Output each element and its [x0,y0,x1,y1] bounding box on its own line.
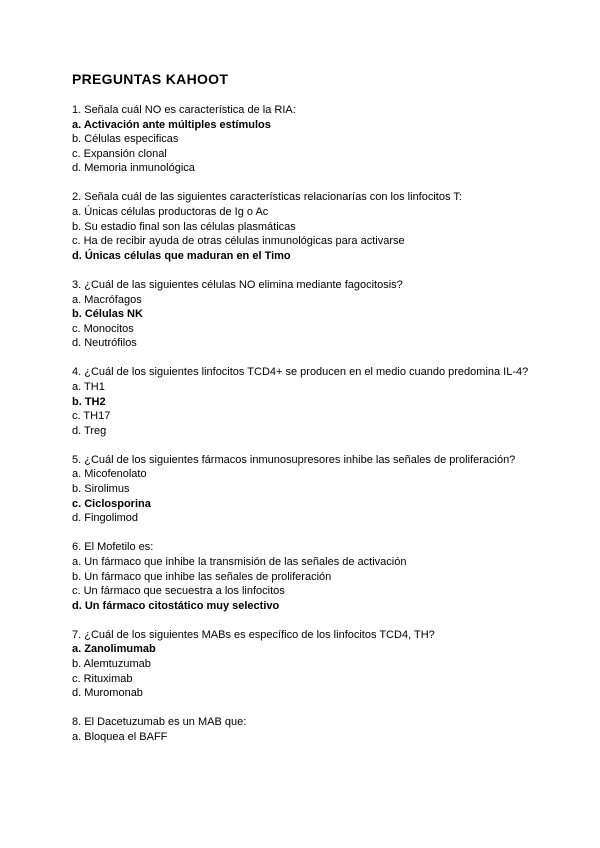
question-text: 8. El Dacetuzumab es un MAB que: [72,716,247,729]
answer-option: a. Únicas células productoras de Ig o Ac [72,206,269,219]
answer-option: b. Un fármaco que inhibe las señales de proliferación [72,570,332,583]
answer-option: d. Muromonab [72,687,143,700]
question-block [72,628,542,701]
question-block [72,365,542,438]
question-block [72,278,542,351]
question-text: 7. ¿Cuál de los siguientes MABs es específico de los linfocitos TCD4, TH? [72,628,435,641]
answer-option: c. Expansión clonal [72,147,167,160]
answer-option-correct: d. Un fármaco citostático muy selectivo [72,599,280,612]
answer-option: c. Ha de recibir ayuda de otras células inmunológicas para activarse [72,235,405,248]
question-block [72,453,542,526]
answer-option: c. Monocitos [72,322,134,335]
answer-option: a. Un fármaco que inhibe la transmisión de las señales de activación [72,555,407,568]
question-text: 6. El Mofetilo es: [72,541,154,554]
document-page [72,70,542,759]
answer-option-correct: a. Zanolimumab [72,643,156,656]
answer-option: c. TH17 [72,410,111,423]
question-block [72,540,542,613]
answer-option: d. Treg [72,424,107,437]
question-block [72,715,542,744]
question-list [72,103,542,744]
answer-option: d. Neutrófilos [72,337,137,350]
answer-option-correct: d. Únicas células que maduran en el Timo [72,249,291,262]
answer-option: d. Fingolimod [72,512,139,525]
answer-option: d. Memoria inmunológica [72,162,195,175]
document-title: PREGUNTAS KAHOOT [72,71,229,87]
answer-option-correct: b. TH2 [72,395,106,408]
answer-option: b. Células especificas [72,133,179,146]
answer-option: b. Alemtuzumab [72,658,151,670]
answer-option: a. TH1 [72,381,105,393]
answer-option-correct: b. Células NK [72,308,143,321]
question-text: 1. Señala cuál NO es característica de la RIA: [72,104,296,116]
question-text: 2. Señala cuál de las siguientes características relacionarías con los linfocitos T: [72,191,462,204]
question-block [72,103,542,176]
answer-option-correct: c. Ciclosporina [72,497,151,510]
answer-option: b. Sirolimus [72,483,130,496]
answer-option-correct: a. Activación ante múltiples estímulos [72,118,271,131]
answer-option: a. Micofenolato [72,468,147,481]
answer-option: b. Su estadio final son las células plasmáticas [72,220,296,233]
answer-option: c. Rituximab [72,672,133,685]
answer-option: a. Macrófagos [72,293,142,306]
question-block [72,190,542,263]
answer-option: a. Bloquea el BAFF [72,730,168,743]
question-text: 4. ¿Cuál de los siguientes linfocitos TCD4+ se producen en el medio cuando predomina IL-4? [72,366,529,379]
question-text: 3. ¿Cuál de las siguientes células NO elimina mediante fagocitosis? [72,278,403,291]
question-text: 5. ¿Cuál de los siguientes fármacos inmunosupresores inhibe las señales de proliferación? [72,453,516,466]
answer-option: c. Un fármaco que secuestra a los linfocitos [72,585,285,598]
